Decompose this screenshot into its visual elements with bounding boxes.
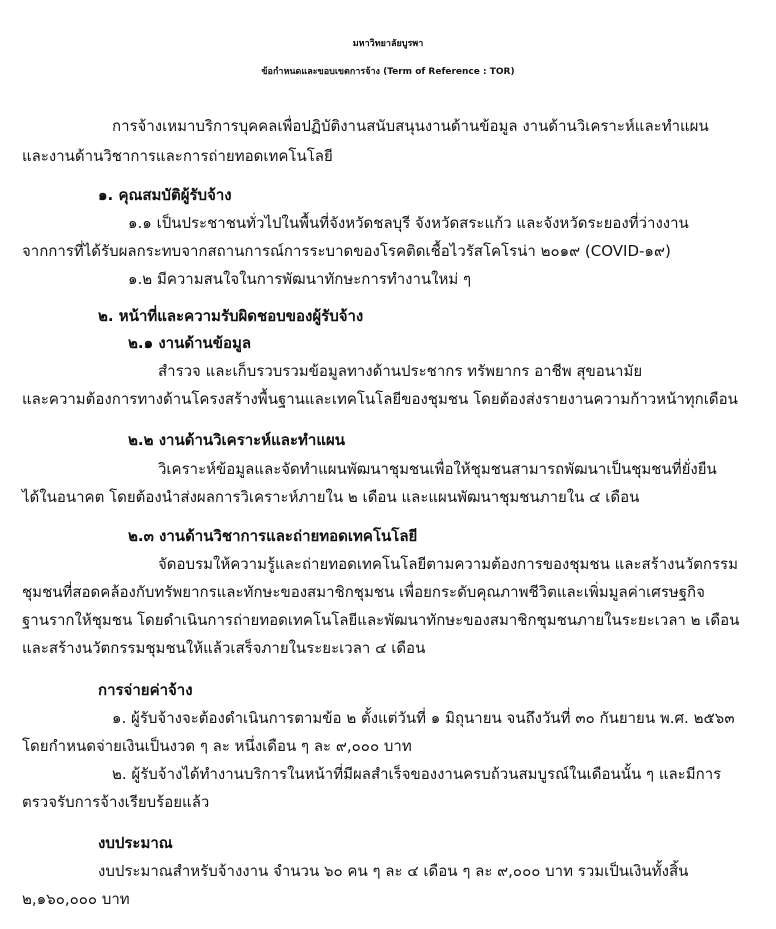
budget-line-2: ๒,๑๖๐,๐๐๐ บาท: [22, 890, 130, 908]
payment-heading: การจ่ายค่าจ้าง: [98, 681, 193, 699]
section-2-1-line-1: สำรวจ และเก็บรวบรวมข้อมูลทางด้านประชากร ทรัพยากร อาชีพ สุขอนามัย: [158, 362, 643, 380]
section-2-3-heading: ๒.๓ งานด้านวิชาการและถ่ายทอดเทคโนโลยี: [128, 527, 418, 545]
section-1-item-1-line-1: ๑.๑ เป็นประชาชนทั่วไปในพื้นที่จังหวัดชลบุรี จังหวัดสระแก้ว และจังหวัดระยองที่ว่างงาน: [128, 214, 689, 232]
payment-item-2-line-1: ๒. ผู้รับจ้างได้ทำงานบริการในหน้าที่มีผลสำเร็จของงานครบถ้วนสมบูรณ์ในเดือนนั้น ๆ และมีการ: [112, 765, 722, 783]
budget-line-1: งบประมาณสำหรับจ้างงาน จำนวน ๖๐ คน ๆ ละ ๔ เดือน ๆ ละ ๙,๐๐๐ บาท รวมเป็นเงินทั้งสิ้น: [98, 862, 689, 880]
section-2-heading: ๒. หน้าที่และความรับผิดชอบของผู้รับจ้าง: [98, 307, 364, 325]
section-2-1-line-2: และความต้องการทางด้านโครงสร้างพื้นฐานและเทคโนโลยีของชุมชน โดยต้องส่งรายงานความก้าวหน้าทุกเดือน: [22, 390, 738, 408]
payment-item-1-line-2: โดยกำหนดจ่ายเงินเป็นงวด ๆ ละ หนึ่งเดือน ๆ ละ ๙,๐๐๐ บาท: [22, 737, 412, 755]
university-name: มหาวิทยาลัยบูรพา: [352, 39, 424, 49]
section-2-3-line-4: และสร้างนวัตกรรมชุมชนให้แล้วเสร็จภายในระยะเวลา ๔ เดือน: [22, 639, 426, 657]
section-2-3-line-3: ฐานรากให้ชุมชน โดยดำเนินการถ่ายทอดเทคโนโลยีและพัฒนาทักษะของสมาชิกชุมชนภายในระยะเวลา ๒ เดือน: [22, 611, 740, 629]
payment-item-1-line-1: ๑. ผู้รับจ้างจะต้องดำเนินการตามข้อ ๒ ตั้งแต่วันที่ ๑ มิถุนายน จนถึงวันที่ ๓๐ กันยายน พ.ศ. ๒๕๖๓: [112, 709, 735, 727]
section-2-3-line-1: จัดอบรมให้ความรู้และถ่ายทอดเทคโนโลยีตามความต้องการของชุมชน และสร้างนวัตกรรม: [158, 555, 738, 573]
intro-line-1: การจ้างเหมาบริการบุคคลเพื่อปฏิบัติงานสนับสนุนงานด้านข้อมูล งานด้านวิเคราะห์และทำแผน: [112, 117, 709, 135]
budget-heading: งบประมาณ: [98, 834, 173, 852]
section-1-item-2: ๑.๒ มีความสนใจในการพัฒนาทักษะการทำงานใหม่ ๆ: [128, 270, 472, 288]
section-1-item-1-line-2: จากการที่ได้รับผลกระทบจากสถานการณ์การระบาดของโรคติดเชื้อไวรัสโคโรน่า ๒๐๑๙ (COVID-๑๙): [22, 242, 671, 260]
section-2-2-line-2: ได้ในอนาคต โดยต้องนำส่งผลการวิเคราะห์ภายใน ๒ เดือน และแผนพัฒนาชุมชนภายใน ๔ เดือน: [22, 488, 640, 506]
section-2-2-line-1: วิเคราะห์ข้อมูลและจัดทำแผนพัฒนาชุมชนเพื่อให้ชุมชนสามารถพัฒนาเป็นชุมชนที่ยั่งยืน: [158, 460, 717, 478]
section-2-2-heading: ๒.๒ งานด้านวิเคราะห์และทำแผน: [128, 431, 346, 449]
document-title: ข้อกำหนดและขอบเขตการจ้าง (Term of Reference : TOR): [261, 67, 515, 77]
section-1-heading: ๑. คุณสมบัติผู้รับจ้าง: [98, 186, 232, 204]
section-2-3-line-2: ชุมชนที่สอดคล้องกับทรัพยากรและทักษะของสมาชิกชุมชน เพื่อยกระดับคุณภาพชีวิตและเพิ่มมูลค่าเศรษฐกิจ: [22, 583, 705, 601]
payment-item-2-line-2: ตรวจรับการจ้างเรียบร้อยแล้ว: [22, 793, 210, 811]
section-2-1-heading: ๒.๑ งานด้านข้อมูล: [128, 334, 252, 352]
intro-line-2: และงานด้านวิชาการและการถ่ายทอดเทคโนโลยี: [22, 147, 333, 165]
